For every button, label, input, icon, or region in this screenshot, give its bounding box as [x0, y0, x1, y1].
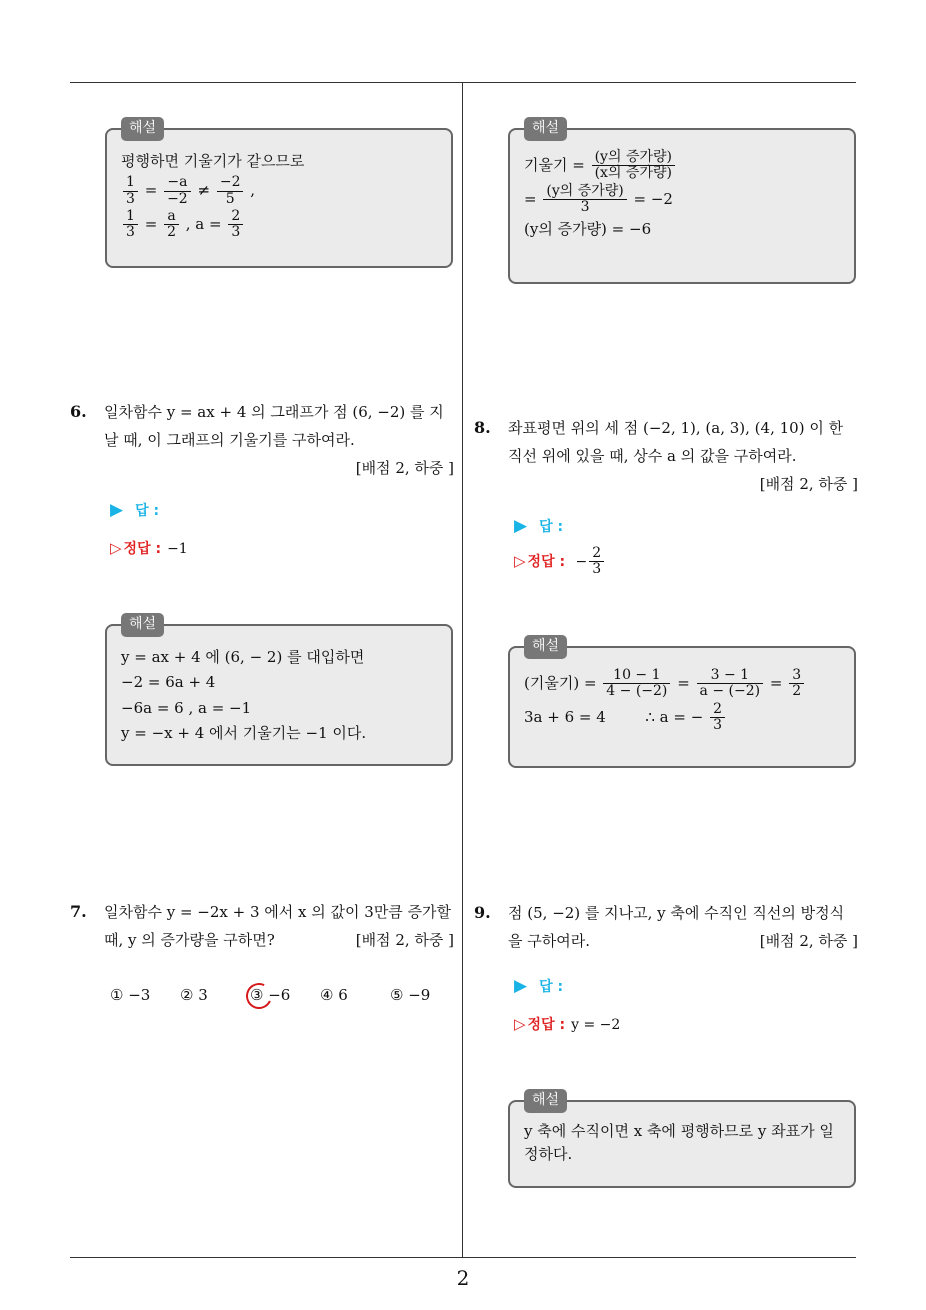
choice-2[interactable]: ② 3	[180, 986, 208, 1004]
problem-text: 점 (5, −2) 를 지나고, y 축에 수직인 직선의 방정식을 구하여라.	[508, 904, 845, 950]
solution-line: 평행하면 기울기가 같으므로	[121, 152, 305, 170]
problem-number: 9.	[474, 903, 491, 922]
play-icon: ▶	[110, 500, 124, 520]
solution-box-9	[508, 1092, 856, 1188]
correct-label: 정답 :	[123, 541, 162, 557]
problem-score: [배점 2, 하중 ]	[759, 475, 858, 493]
problem-number: 6.	[70, 402, 87, 421]
solution-line: (y의 증가량) = −6	[524, 219, 652, 238]
correct-value: −1	[167, 541, 188, 557]
play-icon: ▶	[514, 516, 528, 536]
solution-equation: = $\frac{\text{(y의 증가량)}}{3}$ = −2	[524, 182, 673, 216]
choice-5[interactable]: ⑤ −9	[390, 986, 431, 1004]
solution-tag: 해설	[121, 117, 164, 141]
problem-text: 일차함수 y = ax + 4 의 그래프가 점 (6, −2) 를 지날 때, 이 그래프의 기울기를 구하여라.	[104, 403, 444, 449]
column-divider	[462, 82, 463, 1257]
solution-box-6	[105, 616, 453, 766]
top-rule	[70, 82, 856, 83]
choice-1[interactable]: ① −3	[110, 986, 151, 1004]
solution-equation: $\frac{1}{3}$ = $\frac{a}{2}$ , a = $\frac{2}{3}$	[121, 209, 437, 241]
solution-tag: 해설	[524, 117, 567, 141]
answer-label: 답 :	[135, 503, 160, 519]
solution-box-7	[508, 120, 856, 284]
choice-3[interactable]: ③ −6	[250, 986, 290, 1004]
page-number: 2	[456, 1266, 470, 1290]
circle-mark-icon	[242, 979, 275, 1012]
correct-label: 정답 :	[527, 553, 566, 570]
correct-answer-row	[514, 546, 606, 578]
solution-line: −2 = 6a + 4	[121, 673, 216, 692]
problem-score: [배점 2, 하중 ]	[355, 931, 454, 949]
choice-list	[110, 986, 450, 1010]
problem-7	[70, 898, 454, 954]
solution-equation: 기울기 = $\frac{\text{(y의 증가량)}}{\text{(x의 증가량)}}$	[524, 150, 840, 182]
solution-tag: 해설	[524, 1089, 567, 1113]
solution-tag: 해설	[524, 635, 567, 659]
problem-9	[474, 899, 858, 955]
solution-equation: 3a + 6 = 4 ∴ a = − $\frac{2}{3}$	[524, 702, 840, 734]
problem-text: 좌표평면 위의 세 점 (−2, 1), (a, 3), (4, 10) 이 한 직선 위에 있을 때, 상수 a 의 값을 구하여라.	[508, 419, 844, 465]
problem-number: 8.	[474, 418, 491, 437]
answer-label: 답 :	[539, 979, 564, 995]
problem-score: [배점 2, 하중 ]	[355, 459, 454, 477]
problem-text: 때, y 의 증가량을 구하면?	[104, 931, 275, 949]
problem-score: [배점 2, 하중 ]	[759, 932, 858, 950]
correct-value: − $\frac{2}{3}$	[576, 554, 607, 570]
outline-play-icon: ▷	[110, 539, 122, 557]
solution-line: y = ax + 4 에 (6, − 2) 를 대입하면	[121, 648, 365, 666]
outline-play-icon: ▷	[514, 1015, 526, 1033]
solution-box-8	[508, 638, 856, 768]
solution-equation: (기울기) = $\frac{10 - 1}{4 - (-2)}$ = $\frac{3 - 1}{a - (-2)}$ = $\frac{3}{2}$	[524, 668, 840, 700]
solution-line: y = −x + 4 에서 기울기는 −1 이다.	[121, 723, 367, 742]
bottom-rule	[70, 1257, 856, 1258]
solution-line: y 축에 수직이면 x 축에 평행하므로 y 좌표가 일정하다.	[524, 1122, 834, 1164]
answer-label: 답 :	[539, 519, 564, 535]
problem-6	[70, 398, 454, 482]
outline-play-icon: ▷	[514, 551, 526, 570]
correct-answer-row	[110, 538, 188, 558]
solution-line: −6a = 6 , a = −1	[121, 698, 252, 717]
play-icon: ▶	[514, 976, 528, 996]
correct-value: y = −2	[571, 1017, 621, 1033]
solution-box-5	[105, 120, 453, 268]
correct-answer-row	[514, 1014, 620, 1034]
problem-8	[474, 414, 858, 498]
solution-tag: 해설	[121, 613, 164, 637]
answer-row	[514, 516, 563, 536]
problem-number: 7.	[70, 902, 87, 921]
answer-row	[110, 500, 159, 520]
solution-equation: $\frac{1}{3}$ = $\frac{-a}{-2}$ ≠ $\frac{-2}{5}$ ,	[121, 175, 437, 207]
choice-4[interactable]: ④ 6	[320, 986, 348, 1004]
answer-row	[514, 976, 563, 996]
correct-label: 정답 :	[527, 1017, 566, 1033]
problem-text: 일차함수 y = −2x + 3 에서 x 의 값이 3만큼 증가할	[104, 903, 452, 921]
